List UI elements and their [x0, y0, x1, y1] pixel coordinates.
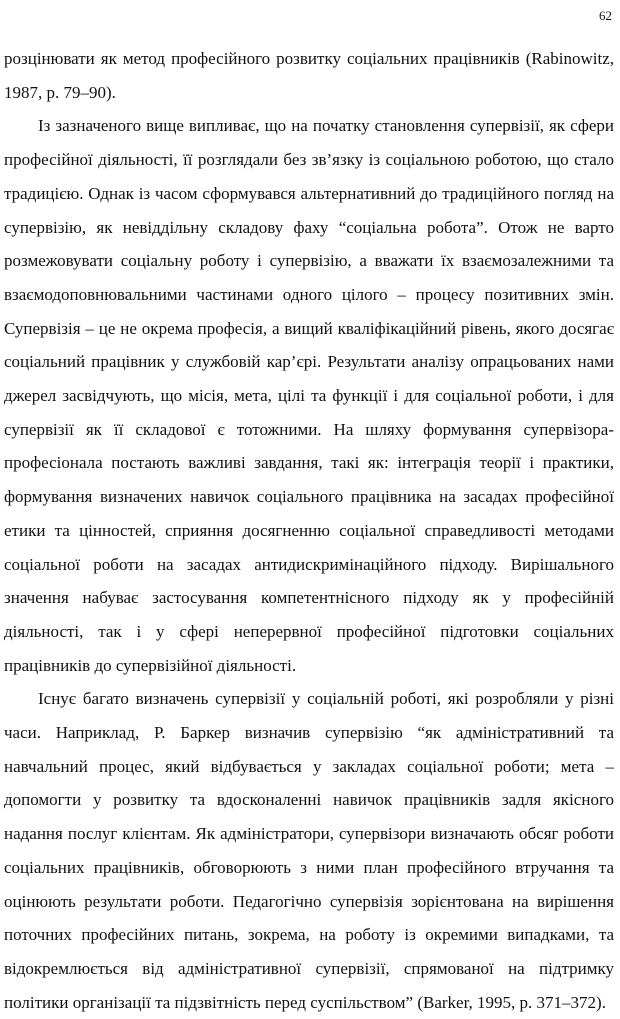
paragraph-continuation: розцінювати як метод професійного розвитку соціальних працівників (Rabinowitz, 1987, р. 79–90).: [4, 49, 614, 102]
paragraph-supervision-tradition: Із зазначеного вище випливає, що на початку становлення супервізії, як сфери професійної діяльності, її розглядали без зв’язку із соціальною роботою, що стало традицією. Однак із часом сформувався альтернативний до традиційного погляд на супервізію, як невіддільну складову фаху “соціальна робота”. Отож не варто розмежовувати соціальну роботу і супервізію, а вважати їх взаємозалежними та взаємодоповнювальними частинами одного цілого – процесу позитивних змін. Супервізія – це не окрема професія, а вищий кваліфікаційний рівень, якого досягає соціальний працівник у службовій кар’єрі. Результати аналізу опрацьованих нами джерел засвідчують, що місія, мета, цілі та функції і для соціальної роботи, і для супервізії як її складової є тотожними. На шляху формування супервізора-професіонала постають важливі завдання, такі як: інтеграція теорії і практики, формування визначених навичок соціального працівника на засадах професійної етики та цінностей, сприяння досягненню соціальної справедливості методами соціальної роботи на засадах антидискримінаційного підходу. Вирішального значення набуває застосування компетентнісного підходу як у професійній діяльності, так і у сфері неперервної професійної підготовки соціальних працівників до супервізійної діяльності.: [4, 116, 614, 675]
document-body: [4, 42, 614, 1019]
page-number: 62: [599, 8, 612, 23]
paragraph-supervision-definitions: Існує багато визначень супервізії у соціальній роботі, які розробляли у різні часи. Наприклад, Р. Баркер визначив супервізію “як адміністративний та навчальний процес, який відбувається у закладах соціальної роботи; мета – допомогти у розвитку та вдосконаленні навичок працівників задля якісного надання послуг клієнтам. Як адміністратори, супервізори визначають обсяг роботи соціальних працівників, обговорюють з ними план професійного втручання та оцінюють результати роботи. Педагогічно супервізія зорієнтована на вирішення поточних професійних питань, зокрема, на роботу із окремими випадками, та відокремлюється від адміністративної супервізії, спрямованої на підтримку політики організації та підзвітність перед суспільством” (Barker, 1995, р. 371–372).: [4, 689, 614, 1012]
